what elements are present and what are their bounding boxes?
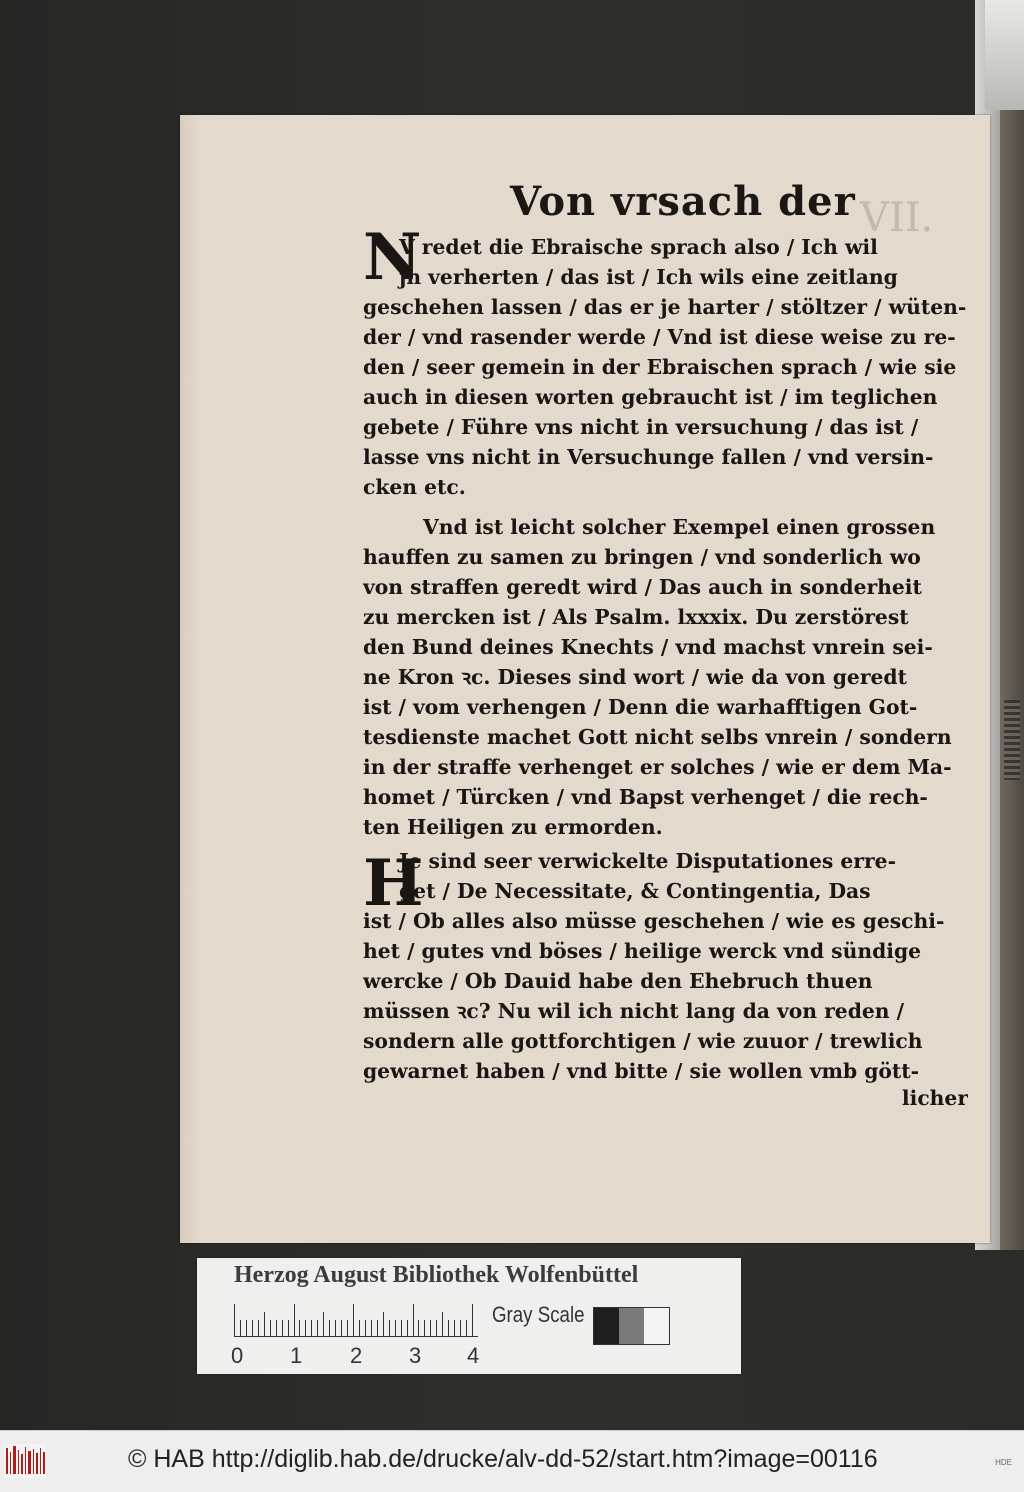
text-line: von straffen geredt wird / Das auch in sonderheit [363,575,922,599]
ruler-tick [305,1320,306,1336]
page-heading: Von vrsach der [510,178,856,225]
adjacent-page-fold [985,0,1024,110]
gray-scale-swatches [593,1307,670,1345]
ruler-tick [270,1320,271,1336]
ruler-tick [299,1320,300,1336]
paragraph-2 [363,512,968,842]
ruler-number-1: 1 [290,1343,303,1368]
ruler-tick [466,1320,467,1336]
ruler-tick [436,1320,437,1336]
text-line: ist / Ob alles also müsse geschehen / wie es geschi- [363,909,945,933]
text-line: V redet die Ebraische sprach also / Ich wil [399,235,878,259]
ruler-tick [389,1320,390,1336]
cm-ruler [234,1302,478,1337]
ruler-tick [335,1320,336,1336]
page-edge-shadow [180,115,200,1243]
ruler-tick [418,1320,419,1336]
ruler-number-3: 3 [409,1343,422,1368]
ruler-tick [264,1312,265,1336]
text-line: get / De Necessitate, & Contingentia, Das [399,879,871,903]
text-line: den / seer gemein in der Ebraischen sprach / wie sie [363,355,957,379]
ruler-tick [365,1320,366,1336]
paragraph-3 [363,846,968,1086]
text-line: zu mercken ist / Als Psalm. lxxxix. Du zerstörest [363,605,909,629]
catchword-row [363,1083,968,1113]
ruler-tick [377,1320,378,1336]
adjacent-page-text-texture [1004,700,1020,780]
library-name: Herzog August Bibliothek Wolfenbüttel [234,1262,639,1288]
ruler-tick [472,1304,473,1336]
text-line: in der straffe verhenget er solches / wie er dem Ma- [363,755,952,779]
ruler-tick [234,1304,235,1336]
bleed-through-text: VII. [860,195,934,241]
ruler-tick [424,1320,425,1336]
ruler-tick [383,1312,384,1336]
paragraph-1 [363,232,968,502]
ruler-tick [282,1320,283,1336]
ruler-tick [442,1312,443,1336]
swatch-gray [619,1308,644,1344]
swatch-black [594,1308,619,1344]
text-line: sondern alle gottforchtigen / wie zuuor / trewlich [363,1029,923,1053]
text-line: auch in diesen worten gebraucht ist / im teglichen [363,385,938,409]
text-line: wercke / Ob Dauid habe den Ehebruch thuen [363,969,873,993]
hab-barcode-logo-icon[interactable] [4,1444,46,1478]
text-line: den Bund deines Knechts / vnd machst vnrein sei- [363,635,933,659]
ruler-tick [460,1320,461,1336]
ruler-tick [329,1320,330,1336]
footer-credit-link[interactable]: © HAB http://diglib.hab.de/drucke/alv-dd-52/start.htm?image=00116 [128,1445,878,1473]
ruler-tick [347,1320,348,1336]
ruler-tick [317,1320,318,1336]
ruler-tick [353,1304,354,1336]
ruler-tick [341,1320,342,1336]
ruler-tick [294,1304,295,1336]
ruler-tick [371,1320,372,1336]
ruler-tick [276,1320,277,1336]
text-line: homet / Türcken / vnd Bapst verhenget / die rech- [363,785,928,809]
text-line: gebete / Führe vns nicht in versuchung / das ist / [363,415,919,439]
ruler-tick [311,1320,312,1336]
text-line: cken etc. [363,475,466,499]
gray-scale-label: Gray Scale [492,1302,585,1327]
ruler-tick [323,1312,324,1336]
ruler-tick [240,1320,241,1336]
text-line: geschehen lassen / das er je harter / stöltzer / wüten- [363,295,967,319]
text-line: ist / vom verhengen / Denn die warhafftigen Got- [363,695,918,719]
adjacent-page-edge [1000,110,1024,1250]
ruler-tick [252,1320,253,1336]
ruler-tick [448,1320,449,1336]
ruler-tick [407,1320,408,1336]
dropcap-h: H [363,846,424,921]
text-line: Je sind seer verwickelte Disputationes erre- [399,849,896,873]
ruler-tick [359,1320,360,1336]
text-line: tesdienste machet Gott nicht selbs vnrein / sondern [363,725,952,749]
swatch-white [644,1308,669,1344]
ruler-tick [246,1320,247,1336]
ruler-number-2: 2 [350,1343,363,1368]
text-line: ten Heiligen zu ermorden. [363,815,663,839]
text-line: ne Kron ꝛc. Dieses sind wort / wie da von geredt [363,665,907,689]
dropcap-n: N [363,220,422,295]
text-line: Vnd ist leicht solcher Exempel einen grossen [423,515,936,539]
text-line: hauffen zu samen zu bringen / vnd sonderlich wo [363,545,921,569]
catchword: licher [901,1086,968,1110]
ruler-tick [258,1320,259,1336]
ruler-tick [413,1304,414,1336]
ruler-tick [454,1320,455,1336]
text-line: der / vnd rasender werde / Vnd ist diese weise zu re- [363,325,956,349]
text-line: lasse vns nicht in Versuchunge fallen / vnd versin- [363,445,934,469]
text-line: müssen ꝛc? Nu wil ich nicht lang da von reden / [363,999,904,1023]
ruler-tick [430,1320,431,1336]
text-line: jn verherten / das ist / Ich wils eine zeitlang [399,265,898,289]
ruler-tick [288,1320,289,1336]
ruler-tick [401,1320,402,1336]
text-line: gewarnet haben / vnd bitte / sie wollen vmb gött- [363,1059,920,1083]
ruler-number-4: 4 [467,1343,480,1368]
text-line: het / gutes vnd böses / heilige werck vnd sündige [363,939,922,963]
footer-mini-label: HDE [995,1458,1012,1467]
ruler-number-0: 0 [231,1343,244,1368]
ruler-tick [395,1320,396,1336]
